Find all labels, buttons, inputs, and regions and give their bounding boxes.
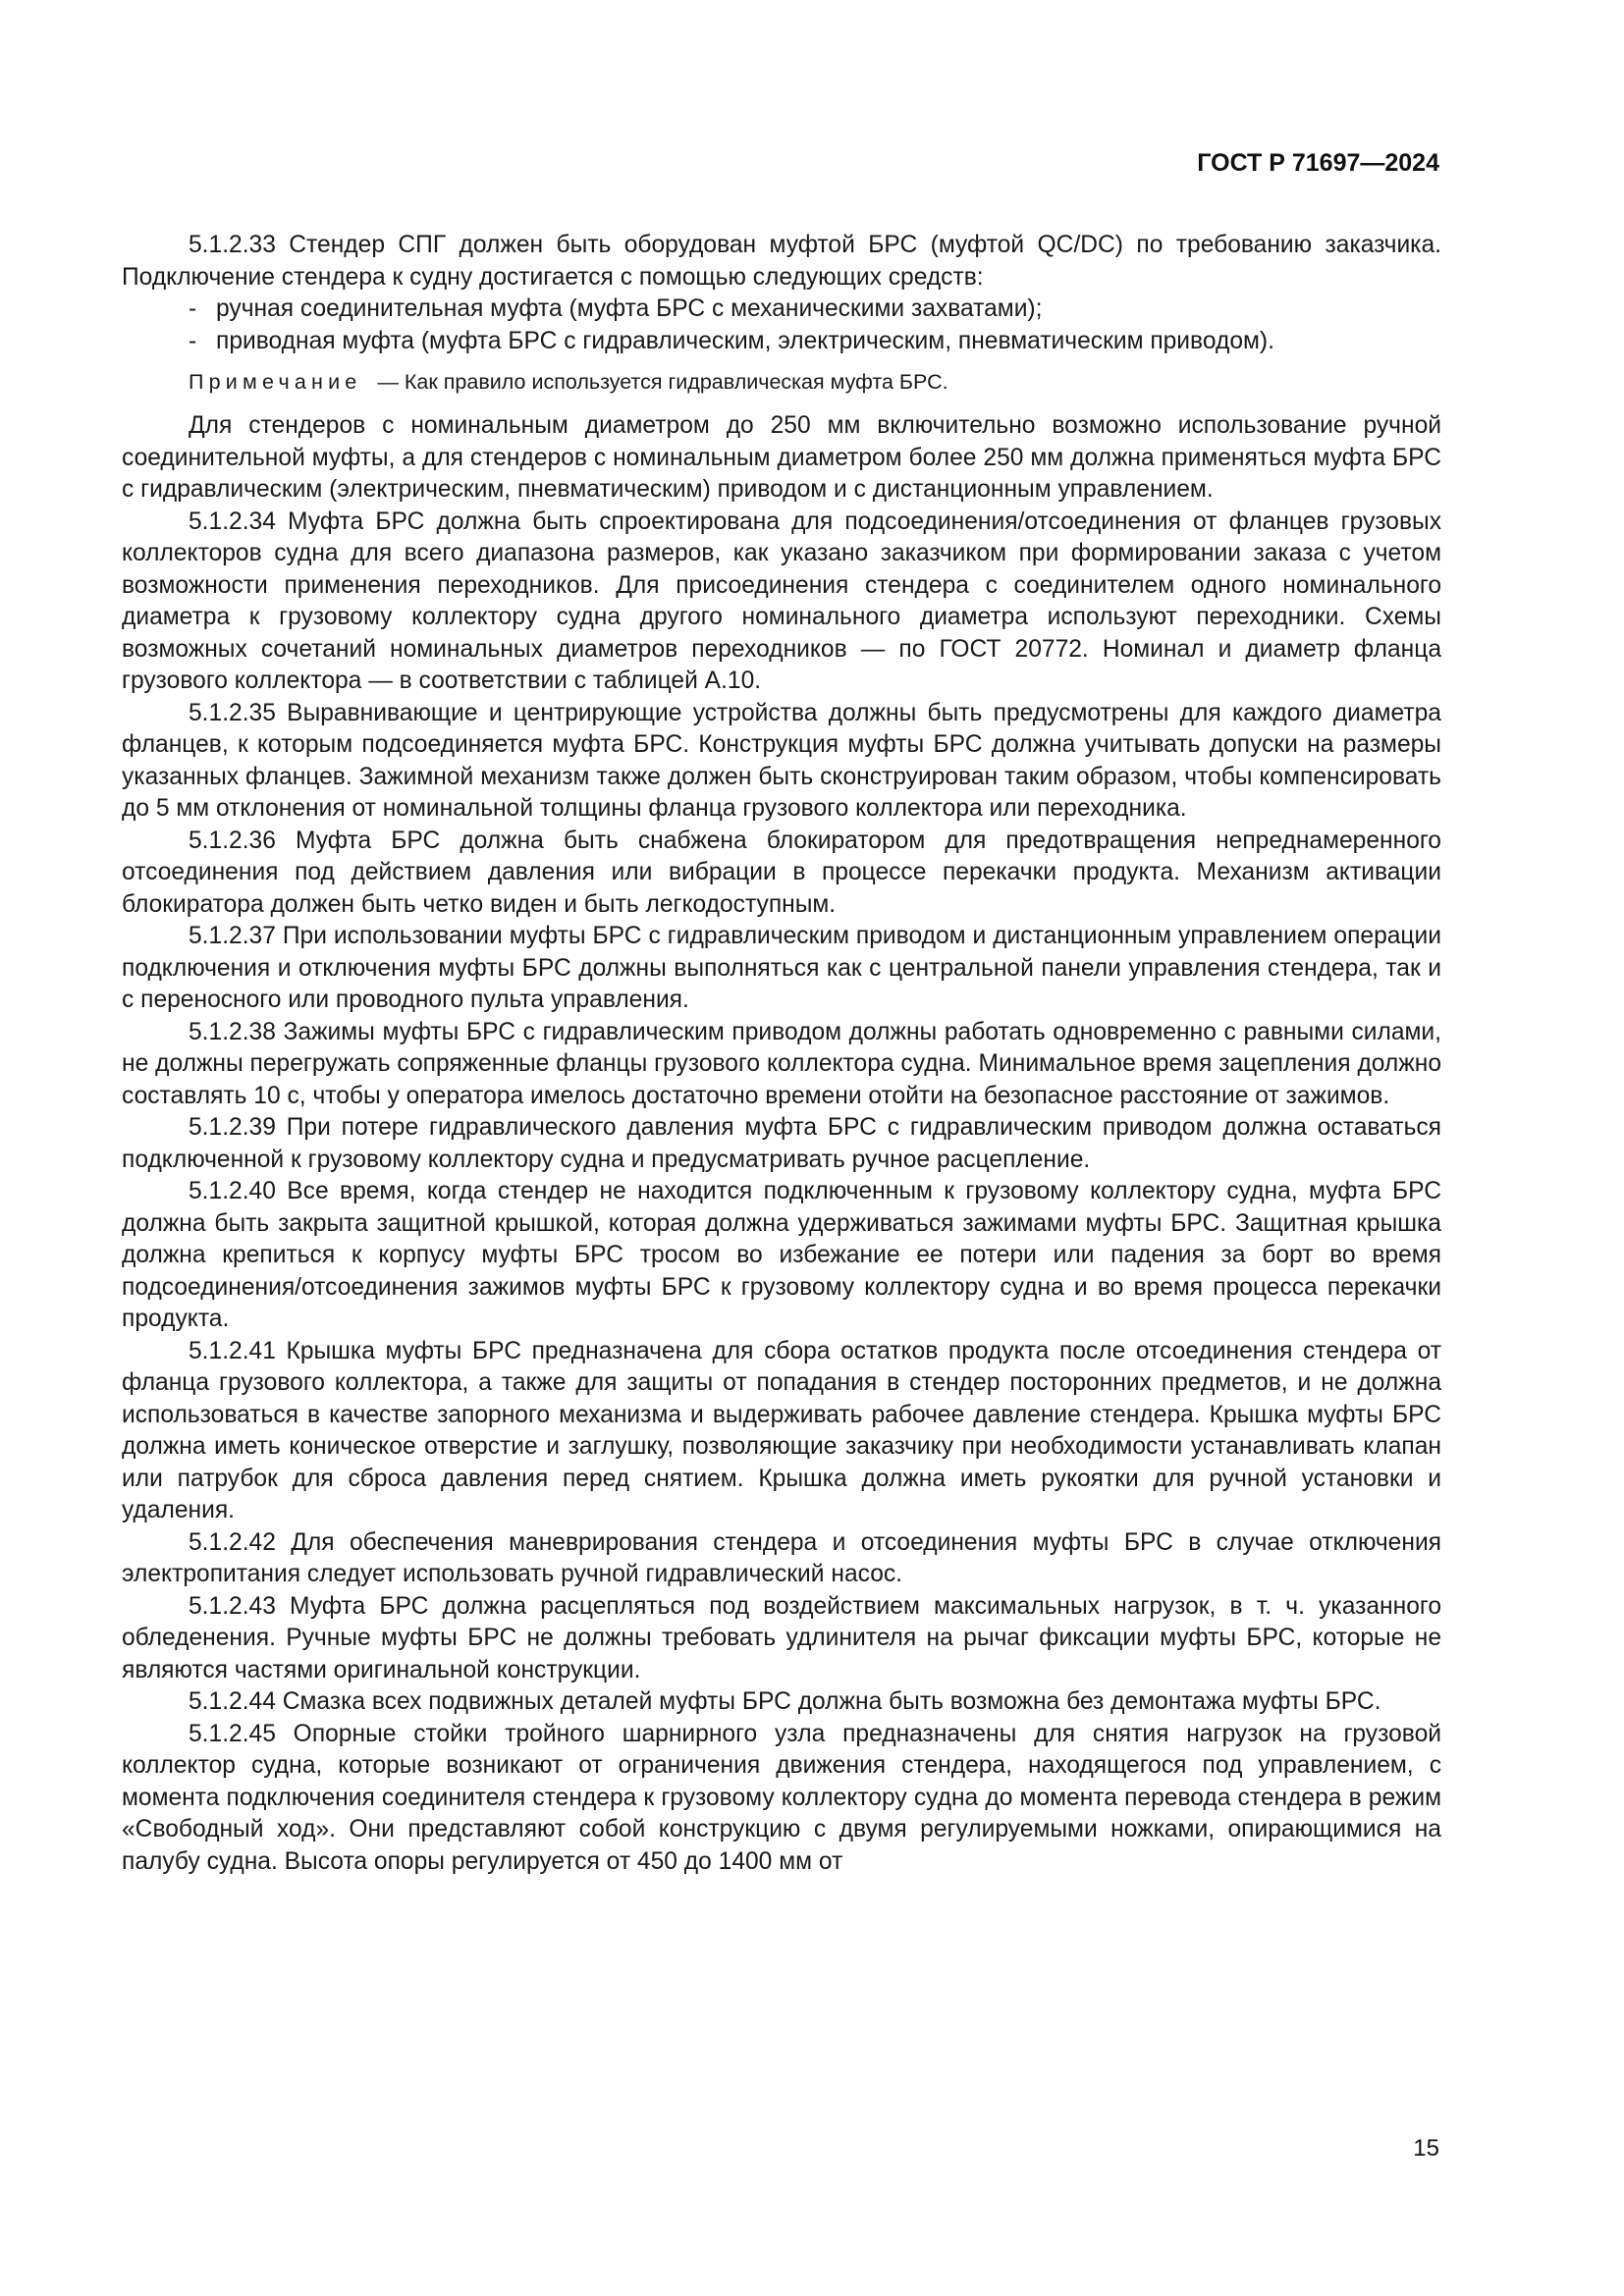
- document-header: ГОСТ Р 71697—2024: [1197, 149, 1439, 177]
- clause-5-1-2-40: 5.1.2.40 Все время, когда стендер не находится подключенным к грузовому коллектору судна, муфта БРС должна быть закрыта защитной крышкой, которая должна удерживаться зажимами муфты БРС. Защитная крышка должна крепиться к корпусу муфты БРС тросом во избежание ее потери или падения за борт во время подсоединения/отсоединения зажимов муфты БРС к грузовому коллектору судна и во время процесса перекачки продукта.: [122, 1178, 1441, 1332]
- clause-5-1-2-45: 5.1.2.45 Опорные стойки тройного шарнирного узла предназначены для снятия нагрузок на грузовой коллектор судна, которые возникают от ограничения движения стендера, находящегося под управлением, с момента подключения соединителя стендера к грузовому коллектору судна до момента перевода стендера в режим «Свободный ход». Они представляют собой конструкцию с двумя регулируемыми ножками, опирающимися на палубу судна. Высота опоры регулируется от 450 до 1400 мм от: [122, 1720, 1441, 1875]
- list-item: [189, 326, 1441, 358]
- list-item: [189, 294, 1441, 326]
- note-label: Примечание: [189, 370, 362, 394]
- list-item-text: ручная соединительная муфта (муфта БРС с механическими захватами);: [216, 295, 1043, 322]
- note: [189, 367, 1441, 397]
- page-number: 15: [1413, 2135, 1439, 2162]
- clause-5-1-2-41: 5.1.2.41 Крышка муфты БРС предназначена для сбора остатков продукта после отсоединения стендера от фланца грузового коллектора, а также для защиты от попадания в стендер посторонних предметов, и не должна использоваться в качестве запорного механизма и выдерживать рабочее давление стендера. Крышка муфты БРС должна иметь коническое отверстие и заглушку, позволяющие заказчику при необходимости устанавливать клапан или патрубок для сброса давления перед снятием. Крышка должна иметь рукоятки для ручной установки и удаления.: [122, 1337, 1441, 1523]
- clause-5-1-2-44: 5.1.2.44 Смазка всех подвижных деталей муфты БРС должна быть возможна без демонтажа муфты БРС.: [189, 1688, 1381, 1715]
- clause-5-1-2-39: 5.1.2.39 При потере гидравлического давления муфта БРС с гидравлическим приводом должна оставаться подключенной к грузовому коллектору судна и предусматривать ручное расцепление.: [122, 1114, 1441, 1173]
- clause-5-1-2-34: 5.1.2.34 Муфта БРС должна быть спроектирована для подсоединения/отсоединения от фланцев грузовых коллекторов судна для всего диапазона размеров, как указано заказчиком при формировании заказа с учетом возможности применения переходников. Для присоединения стендера с соединителем одного номинального диаметра к грузовому коллектору судна другого номинального диаметра используют переходники. Схемы возможных сочетаний номинальных диаметров переходников — по ГОСТ 20772. Номинал и диаметр фланца грузового коллектора — в соответствии с таблицей А.10.: [122, 507, 1441, 694]
- dash-bullet: -: [189, 295, 197, 322]
- list-item-text: приводная муфта (муфта БРС с гидравлическим, электрическим, пневматическим приводом).: [216, 327, 1274, 354]
- clause-continuation: Для стендеров с номинальным диаметром до 250 мм включительно возможно использование ручной соединительной муфты, а для стендеров с номинальным диаметром более 250 мм должна применяться муфта БРС с гидравлическим (электрическим, пневматическим) приводом и с дистанционным управлением.: [122, 412, 1441, 503]
- clause-5-1-2-33: 5.1.2.33 Стендер СПГ должен быть оборудован муфтой БРС (муфтой QC/DC) по требованию заказчика. Подключение стендера к судну достигается с помощью следующих средств:: [122, 232, 1441, 291]
- coupling-type-list: [122, 294, 1441, 357]
- clause-5-1-2-38: 5.1.2.38 Зажимы муфты БРС с гидравлическим приводом должны работать одновременно с равными силами, не должны перегружать сопряженные фланцы грузового коллектора судна. Минимальное время зацепления должно составлять 10 с, чтобы у оператора имелось достаточно времени отойти на безопасное расстояние от зажимов.: [122, 1018, 1441, 1109]
- clause-5-1-2-36: 5.1.2.36 Муфта БРС должна быть снабжена блокиратором для предотвращения непреднамеренного отсоединения под действием давления или вибрации в процессе перекачки продукта. Механизм активации блокиратора должен быть четко виден и быть легкодоступным.: [122, 827, 1441, 918]
- clause-5-1-2-35: 5.1.2.35 Выравнивающие и центрирующие устройства должны быть предусмотрены для каждого диаметра фланцев, к которым подсоединяется муфта БРС. Конструкция муфты БРС должна учитывать допуски на размеры указанных фланцев. Зажимной механизм также должен быть сконструирован таким образом, чтобы компенсировать до 5 мм отклонения от номинальной толщины фланца грузового коллектора или переходника.: [122, 699, 1441, 822]
- note-text: — Как правило используется гидравлическая муфта БРС.: [377, 370, 948, 394]
- clause-5-1-2-43: 5.1.2.43 Муфта БРС должна расцепляться под воздействием максимальных нагрузок, в т. ч. указанного обледенения. Ручные муфты БРС не должны требовать удлинителя на рычаг фиксации муфты БРС, которые не являются частями оригинальной конструкции.: [122, 1592, 1441, 1683]
- clause-5-1-2-37: 5.1.2.37 При использовании муфты БРС с гидравлическим приводом и дистанционным управлением операции подключения и отключения муфты БРС должны выполняться как с центральной панели управления стендера, так и с переносного или проводного пульта управления.: [122, 923, 1441, 1013]
- document-body: [122, 230, 1441, 1878]
- clause-5-1-2-42: 5.1.2.42 Для обеспечения маневрирования стендера и отсоединения муфты БРС в случае отключения электропитания следует использовать ручной гидравлический насос.: [122, 1528, 1441, 1587]
- dash-bullet: -: [189, 327, 197, 354]
